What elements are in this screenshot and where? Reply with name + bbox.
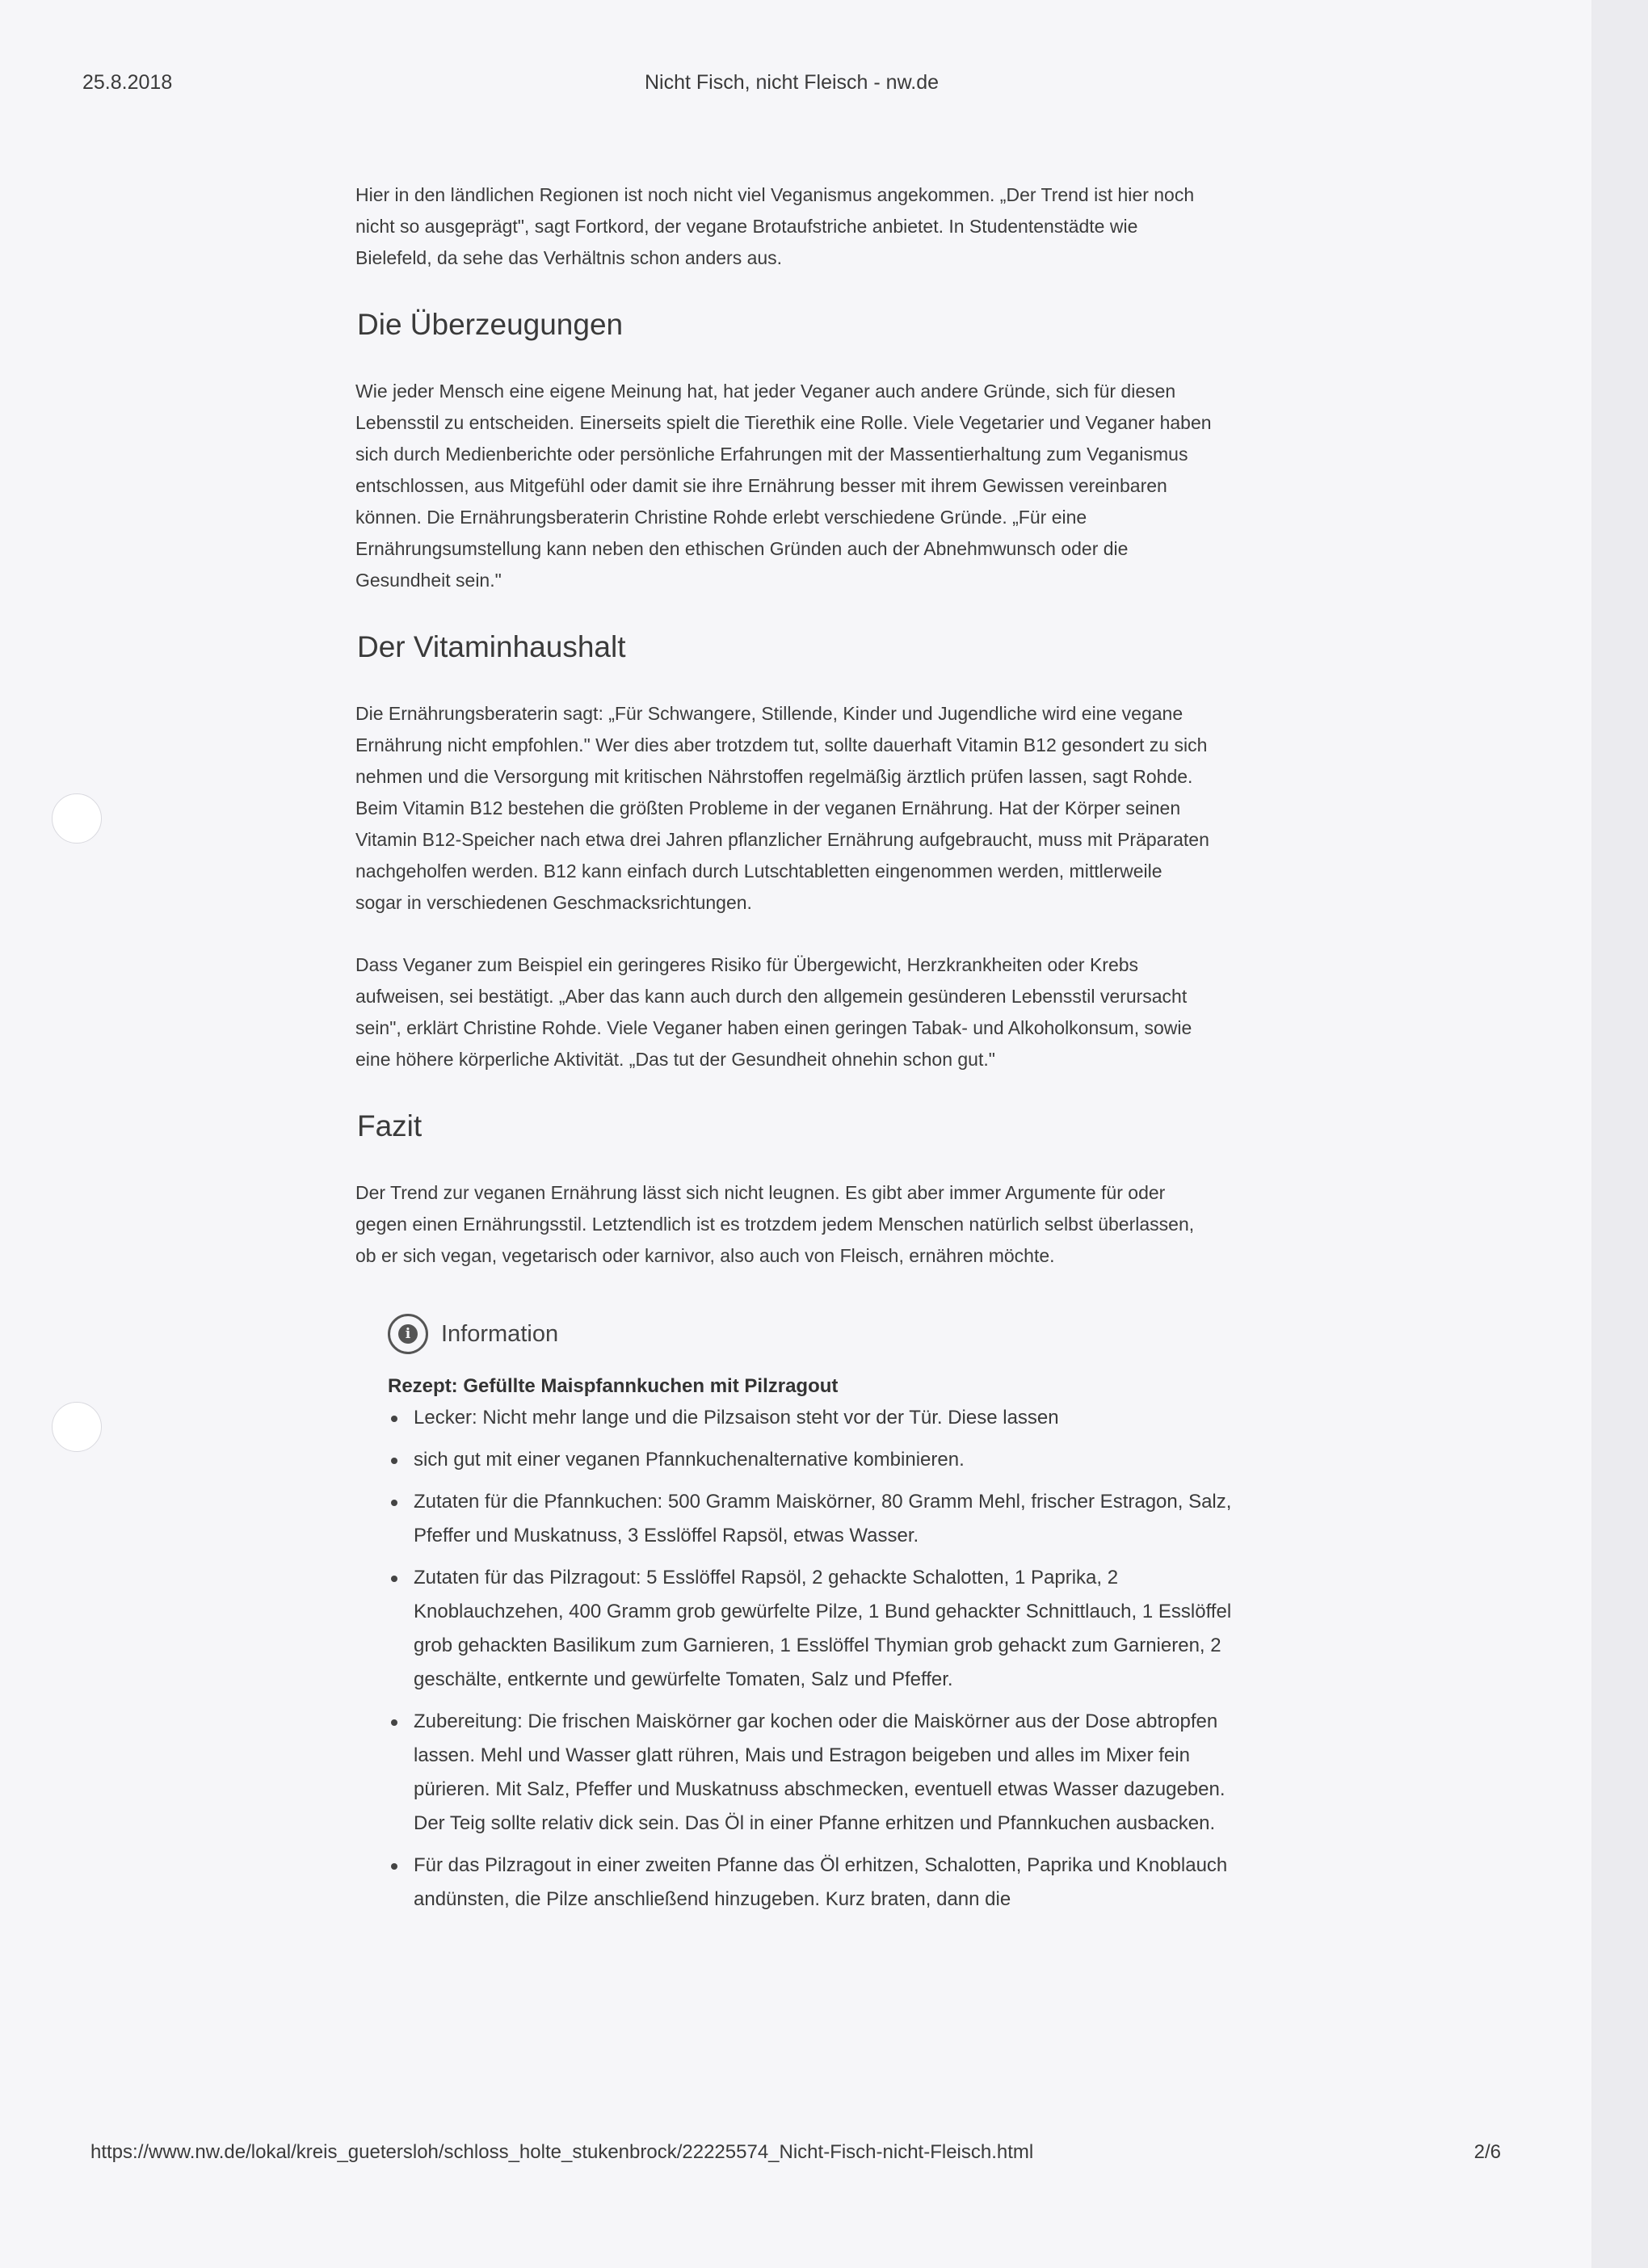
recipe-list: [388, 1401, 1232, 1917]
list-item: Zubereitung: Die frischen Maiskörner gar kochen oder die Maiskörner aus der Dose abtropfen lassen. Mehl und Wasser glatt rühren, Mais und Estragon beigeben und alles im Mixer fein pürieren. Mit Salz, Pfeffer und Muskatnuss abschmecken, eventuell etwas Wasser dazugeben. Der Teig sollte relativ dick sein. Das Öl in einer Pfanne erhitzen und Pfannkuchen ausbacken.: [388, 1705, 1238, 1841]
punch-hole: [52, 793, 102, 844]
intro-paragraph: Hier in den ländlichen Regionen ist noch nicht viel Veganismus angekommen. „Der Trend ist hier noch nicht so ausgeprägt", sagt Fortkord, der vegane Brotaufstriche anbietet. In Studentenstädte wie Bielefeld, da sehe das Verhältnis schon anders aus.: [355, 184, 1195, 268]
section-heading-vitaminhaushalt: Der Vitaminhaushalt: [357, 630, 626, 663]
information-title: Information: [441, 1320, 559, 1347]
paragraph: Die Ernährungsberaterin sagt: „Für Schwangere, Stillende, Kinder und Jugendliche wird eine vegane Ernährung nicht empfohlen." Wer dies aber trotzdem tut, sollte dauerhaft Vitamin B12 gesondert zu sich nehmen und die Versorgung mit kritischen Nährstoffen regelmäßig ärztlich prüfen lassen, sagt Rohde. Beim Vitamin B12 bestehen die größten Probleme in der veganen Ernährung. Hat der Körper seinen Vitamin B12-Speicher nach etwa drei Jahren pflanzlicher Ernährung aufgebraucht, muss mit Präparaten nachgeholfen werden. B12 kann einfach durch Lutschtabletten eingenommen werden, mittlerweile sogar in verschiedenen Geschmacksrichtungen.: [355, 703, 1209, 913]
punch-hole: [52, 1402, 102, 1452]
list-item: Zutaten für das Pilzragout: 5 Esslöffel Rapsöl, 2 gehackte Schalotten, 1 Paprika, 2 Knoblauchzehen, 400 Gramm grob gewürfelte Pilze, 1 Bund gehackter Schnittlauch, 1 Esslöffel grob gehackten Basilikum zum Garnieren, 1 Esslöffel Thymian grob gehackt zum Garnieren, 2 geschälte, entkernte und gewürfelte Tomaten, Salz und Pfeffer.: [388, 1561, 1238, 1697]
list-item: Zutaten für die Pfannkuchen: 500 Gramm Maiskörner, 80 Gramm Mehl, frischer Estragon, Salz, Pfeffer und Muskatnuss, 3 Esslöffel Rapsöl, etwas Wasser.: [388, 1485, 1238, 1553]
print-url: https://www.nw.de/lokal/kreis_guetersloh/schloss_holte_stukenbrock/22225574_Nicht-Fisch-nicht-Fleisch.html: [90, 2141, 1034, 2163]
article-body: [355, 179, 1232, 1925]
print-date: 25.8.2018: [82, 71, 173, 94]
information-box: [388, 1312, 1232, 1917]
page-number: 2/6: [1474, 2141, 1501, 2163]
information-header: [388, 1312, 1212, 1356]
recipe-title: Rezept: Gefüllte Maispfannkuchen mit Pilzragout: [388, 1375, 839, 1397]
section-heading-ueberzeugungen: Die Überzeugungen: [357, 308, 624, 341]
paragraph: Dass Veganer zum Beispiel ein geringeres Risiko für Übergewicht, Herzkrankheiten oder Krebs aufweisen, sei bestätigt. „Aber das kann auch durch den allgemein gesünderen Lebensstil verursacht sein", erklärt Christine Rohde. Viele Veganer haben einen geringen Tabak- und Alkoholkonsum, sowie eine höhere körperliche Aktivität. „Das tut der Gesundheit ohnehin schon gut.": [355, 954, 1192, 1070]
info-icon: i: [388, 1314, 428, 1354]
section-heading-fazit: Fazit: [357, 1109, 423, 1142]
list-item: Lecker: Nicht mehr lange und die Pilzsaison steht vor der Tür. Diese lassen: [388, 1401, 1238, 1435]
scan-edge: [1591, 0, 1648, 2268]
print-footer: [90, 2141, 1501, 2173]
print-header: [82, 71, 1501, 103]
list-item: Für das Pilzragout in einer zweiten Pfanne das Öl erhitzen, Schalotten, Paprika und Knoblauch andünsten, die Pilze anschließend hinzugeben. Kurz braten, dann die: [388, 1849, 1238, 1917]
list-item: sich gut mit einer veganen Pfannkuchenalternative kombinieren.: [388, 1443, 1238, 1477]
print-title: Nicht Fisch, nicht Fleisch - nw.de: [644, 71, 939, 94]
paragraph: Der Trend zur veganen Ernährung lässt sich nicht leugnen. Es gibt aber immer Argumente für oder gegen einen Ernährungsstil. Letztendlich ist es trotzdem jedem Menschen natürlich selbst überlassen, ob er sich vegan, vegetarisch oder karnivor, also auch von Fleisch, ernähren möchte.: [355, 1182, 1195, 1266]
paragraph: Wie jeder Mensch eine eigene Meinung hat, hat jeder Veganer auch andere Gründe, sich für diesen Lebensstil zu entscheiden. Einerseits spielt die Tierethik eine Rolle. Viele Vegetarier und Veganer haben sich durch Medienberichte oder persönliche Erfahrungen mit der Massentierhaltung zum Veganismus entschlossen, aus Mitgefühl oder damit sie ihre Ernährung besser mit ihrem Gewissen vereinbaren können. Die Ernährungsberaterin Christine Rohde erlebt verschiedene Gründe. „Für eine Ernährungsumstellung kann neben den ethischen Gründen auch der Abnehmwunsch oder die Gesundheit sein.": [355, 381, 1212, 591]
